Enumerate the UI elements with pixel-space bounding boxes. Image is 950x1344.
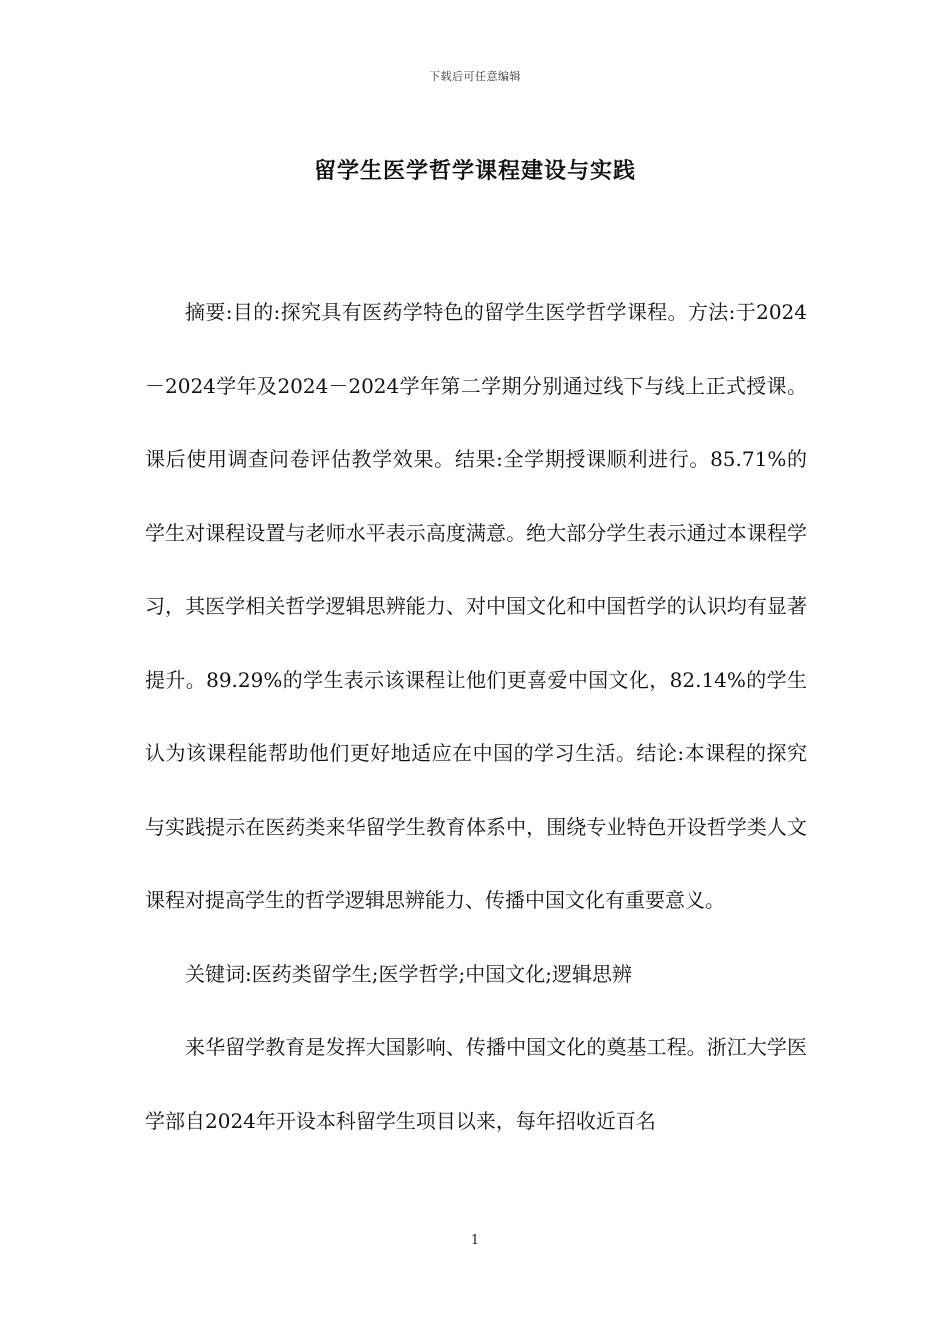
abstract-paragraph: 摘要:目的:探究具有医药学特色的留学生医学哲学课程。方法:于2024－2024学年及2024－2024学年第二学期分别通过线下与线上正式授课。课后使用调查问卷评估教学效果。结果:全学期授课顺利进行。85.71%的学生对课程设置与老师水平表示高度满意。绝大部分学生表示通过本课程学习，其医学相关哲学逻辑思辨能力、对中国文化和中国哲学的认识均有显著提升。89.29%的学生表示该课程让他们更喜爱中国文化，82.14%的学生认为该课程能帮助他们更好地适应在中国的学习生活。结论:本课程的探究与实践提示在医药类来华留学生教育体系中，围绕专业特色开设哲学类人文课程对提高学生的哲学逻辑思辨能力、传播中国文化有重要意义。 [145, 300, 807, 912]
header-note: 下载后可任意编辑 [429, 70, 521, 83]
keywords-paragraph: 关键词:医药类留学生;医学哲学;中国文化;逻辑思辨 [185, 961, 632, 986]
intro-paragraph: 来华留学教育是发挥大国影响、传播中国文化的奠基工程。浙江大学医学部自2024年开设本科留学生项目以来，每年招收近百名 [145, 1035, 807, 1133]
page-number: 1 [470, 1233, 480, 1248]
document-body [145, 276, 807, 1158]
document-title: 留学生医学哲学课程建设与实践 [313, 158, 636, 184]
